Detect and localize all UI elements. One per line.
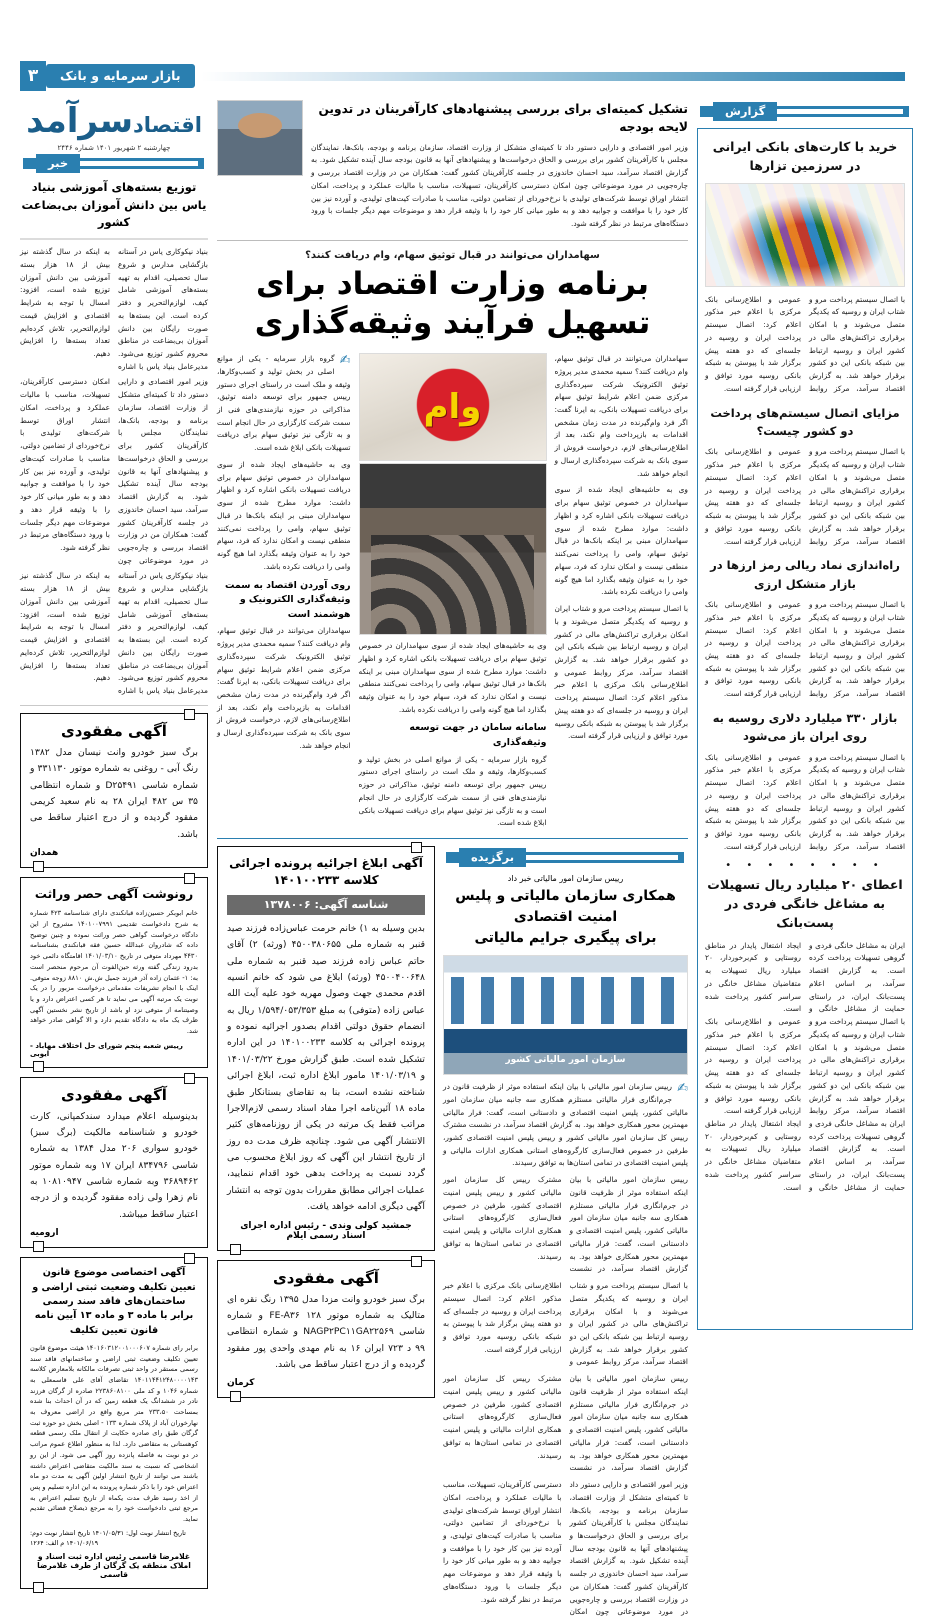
- ad-body: بدینوسیله اعلام میدارد سندکمپانی، کارت خودرو و شناسنامه مالکیت (برگ سبز) خودرو سواری ۲۰۶ مدل ۱۳۸۴ به شماره شاسی ۸۳۴۷۹۶ ایران ۱۷ وبه شماره موتور ۳۶۸۹۴۶۲ وبه شماره شاسی ۱۰۸۱۰۹۴۷ به نام زهرا ولی زاده مفقود گردیده و از درجه اعتبار ساقط میباشد.: [30, 1110, 199, 1220]
- ad-lost-nissan[interactable]: [20, 713, 208, 868]
- selected-eyebrow: رییس سازمان امور مالیاتی خبر داد: [507, 874, 624, 884]
- ad-title: رونوشت آگهی حصر وراثت: [34, 887, 194, 902]
- loan-banner-word: وام: [423, 387, 482, 428]
- masthead-logo: [20, 101, 208, 141]
- report-panel: [697, 128, 913, 1330]
- lead-right-text: گروه بازار سرمایه - یکی از موانع اصلی در بخش تولید و کسب‌وکارها، وثیقه و ملک است در راستای اجرای دستور رییس جمهور برای توسعه دامنه توثیق، مذاکراتی در حوزه نیازمندی‌های فنی از سمت شرکت کارگزاری در حال انجام است و به تازگی نیز توثیق سهام برای دریافت تسهیلات بانکی ابلاغ شده است.: [217, 354, 351, 453]
- loan-banner-photo: [359, 353, 547, 461]
- report-substory-body-3: ایران به مشاغل خانگی فردی و گروهی تسهیلات پرداخت کرده است. به گزارش اقتصاد سرآمد، بر اساس اعلام پست‌بانک ایران، در راستای حمایت از مشاغل خانگی و ایجاد اشتغال پایدار در مناطق روستایی و کم‌برخوردار، ۲۰ میلیارد ریال تسهیلات به متقاضیان مشاغل خانگی در سراسر کشور پرداخت شده است.: [705, 1119, 905, 1192]
- side-story-body: بنیاد نیکوکاری یاس در آستانه بازگشایی مدارس و شروع سال تحصیلی، اقدام به تهیه بسته‌های آموزشی شامل کیف، لوازم‌التحریر و دفتر کرده است. این بسته‌ها به صورت رایگان بین دانش آموزان بی‌بضاعت در مناطق محروم کشور توزیع می‌شود. مدیرعامل بنیاد یاس با اشاره به اینکه در سال گذشته نیز بیش از ۱۸ هزار بسته آموزشی بین دانش آموزان توزیع شده است، افزود: امسال با توجه به شرایط اقتصادی و افزایش قیمت لوازم‌التحریر، تلاش کرده‌ایم تعداد بسته‌ها را افزایش دهیم.: [20, 247, 208, 371]
- news-column: [20, 100, 208, 1580]
- ad-lost-mazda[interactable]: [217, 1260, 435, 1399]
- ad-body: خانم ابوبکر حسین‌زاده قبانکندی دارای شناسنامه ۴۲۳ شماره به شرح دادخواست تقدیمی ۱۴۰۱۰۰۷۹۹۱ مشروح از این دادگاه درخواست گواهی حصر وراثت نموده و چنین توضیح داده که شادروان عبدالله حسین فقه قبانکندی بشناسنامه ۴۴۳۰ مهرداد متوفی در تاریخ ۱۴۰۱/۰۳/۱۰ اقامتگاه دائمی خود بدرود زندگی گفته ورثه حین‌الفوت آن مرحوم منحصر است به: ۱- عثمان زاده آذر فرزند جمیل ش.ش ۸۸۱۰ زوجه متوفی. اینک با انجام تشریفات مقدماتی درخواست مزبور را در یک نوبت یک مرتبه آگهی می نماید تا هر کسی اعتراض دارد و یا وصیتنامه از متوفی نزد او باشد از تاریخ نشر نخستین آگهی ظرف یک ماه به دادگاه تقدیم دارد و الا گواهی صادر خواهد شد.: [30, 909, 199, 1035]
- side-story-body-3: بنیاد نیکوکاری یاس در آستانه بازگشایی مدارس و شروع سال تحصیلی، اقدام به تهیه بسته‌های آموزشی شامل کیف، لوازم‌التحریر و دفتر کرده است. این بسته‌ها به صورت رایگان بین دانش آموزان بی‌بضاعت در مناطق محروم کشور توزیع می‌شود. مدیرعامل بنیاد یاس با اشاره به اینکه در سال گذشته نیز بیش از ۱۸ هزار بسته آموزشی بین دانش آموزان توزیع شده است، افزود: امسال با توجه به شرایط اقتصادی و افزایش قیمت لوازم‌التحریر، تلاش کرده‌ایم تعداد بسته‌ها را افزایش دهیم.: [20, 571, 208, 696]
- lead-column-right: [217, 353, 351, 830]
- section-label-news: خبر: [36, 154, 80, 173]
- byline-mark-icon: ✍: [339, 353, 351, 369]
- ad-title: آگهی ابلاغ اجرائیه پرونده اجرائی کلاسه ۱۴۰۱۰۰۲۳۳: [229, 856, 423, 888]
- lead-left-text-2: وی به حاشیه‌های ایجاد شده از سوی سهامداران در خصوص توثیق سهام برای دریافت تسهیلات بانکی اشاره کرد و اظهار داشت: موارد مطرح شده از سوی سهامداران مبنی بر اینکه بانک‌ها در قبال توثیق سهام، وامی را پرداخت نمی‌کنند منطقی نیست و امکان ندارد که فرد، سهام خود را به عنوان وثیقه بگذارد اما هیچ گونه وامی را دریافت نکرده باشد.: [554, 485, 688, 597]
- side-story-body-2: وزیر امور اقتصادی و دارایی دستور داد تا کمیته‌ای متشکل از وزارت اقتصاد، سازمان برنامه و بودجه، بانک‌ها، نمایندگان مجلس با کارآفرینان کشور برای بررسی و الحاق درخواست‌ها و پیشنهادهای آنها به قانون بودجه سال آینده تشکیل شود. به گزارش اقتصاد سرآمد، سید احسان خاندوزی در جلسه کارآفرینان کشور گفت: همکاران من در وزارت اقتصاد بررسی و چاره‌جویی در مورد موضوعاتی چون امکان دسترسی کارآفرینان، تسهیلات، مناسب با مالیات عملکرد و پرداخت، امکان انتشار اوراق توسط شرکت‌های تولیدی با نرخ‌خوردای از تضامین دولتی، مناسب با صادرات کیت‌های تولیدی، و آورده نیز بین کار خود را با موافقت و جوابیه دهد و به طور میانی کار خود را با وثیقه قرار دهد و موضوعات مهم دیگر جلسات با ورود دستگاه‌های مرتبط در نظر گرفته شود.: [20, 377, 208, 565]
- ad-body: برگ سبز خودرو وانت نیسان مدل ۱۳۸۲ رنگ آبی - روغنی به شماره موتور ۳۳۱۱۳۰ و شماره شاسی D۲۵۴۹۱ و شماره انتظامی ۳۵ س ۴۸۲ ایران ۲۸ به نام سعید کریمی مفقود گردیده و از درج اعتبار ساقط می باشد.: [30, 746, 198, 840]
- ad-signature: کرمان: [227, 1378, 255, 1389]
- top-story-body: وزیر امور اقتصادی و دارایی دستور داد تا کمیته‌ای متشکل از وزارت اقتصاد، سازمان برنامه و بودجه، بانک‌ها، نمایندگان مجلس با کارآفرینان کشور برای بررسی و الحاق درخواست‌ها و پیشنهادهای آنها به قانون بودجه سال آینده تشکیل شود. به گزارش اقتصاد سرآمد، سید احسان خاندوزی در جلسه کارآفرینان کشور گفت: همکاران من در وزارت اقتصاد بررسی و چاره‌جویی در مورد موضوعاتی چون امکان دسترسی کارآفرینان، تسهیلات، مناسب با مالیات عملکرد و پرداخت، امکان انتشار اوراق توسط شرکت‌های تولیدی با نرخ‌خوردای از تضامین دولتی، مناسب با صادرات کیت‌های تولیدی، و آورده نیز بین کار خود را با موافقت و جوابیه دهد و به طور میانی کار خود را با وثیقه قرار دهد و موضوعات مهم دیگر جلسات با ورود دستگاه‌های مرتبط در نظر گرفته شود.: [311, 142, 688, 228]
- report-body-2: با اتصال سیستم پرداخت مرو و شتاب ایران و روسیه که یکدیگر متصل می‌شوند و با امکان برقراری تراکنش‌های مالی در کشور ایران و روسیه ارتباط بین شبکه بانکی این دو کشور برقرار خواهد شد. به گزارش اقتصاد سرآمد، مرکز روابط عمومی و اطلاع‌رسانی بانک مرکزی با اعلام خبر مذکور اعلام کرد: اتصال سیستم پرداخت ایران و روسیه در جلسه‌ای که دو هفته پیش برگزار شد با پیوستن به شبکه بانکی روسیه مورد توافق و ارزیابی قرار گرفته است.: [705, 447, 905, 546]
- ad-body: برابر رای شماره ۱۴۰۱۶۰۳۱۲۰۰۱۰۰۰۶۰۷ هیئت موضوع قانون تعیین تکلیف وضعیت ثبتی اراضی و ساختمانهای فاقد سند رسمی مستقر در واحد ثبتی تصرفات مالکانه بلامعارض کلاسه ۱۴۰۱۱۴۴۱۲۴۸۰۰۰۰۱۴۳ تقاضای آقای علی قاسمعلی به شماره ۱۰۴۶ و کد ملی ۲۲۳۸۶۰۸۱۰۰ صادره از گرگان فرزند نادر در ششدانگ یک قطعه زمین که در آن احداث بنا شده بمساحت ۲۳۳،۵۰ متر مربع واقع در اراضی معروف به نهارخوران آباد از پلاک شماره ۱۳۳ - اصلی بخش دو حوزه ثبت گرگان طبق رای صادره حکایت از انتقال ملک رسمی قطعه کوهستانی به متقاضی دارد. لذا به منظور اطلاع عموم مراتب در دو نوبت به فاصله پانزده روز آگهی می شود. از این رو اشخاصی که نسبت به سند مالکیت متقاضی اعتراض داشته باشند می توانند از تاریخ انتشار اولین آگهی به مدت دو ماه اعتراض خود را با ذکر شماره پرونده به این اداره تسلیم و پس از اخذ رسید ظرف مدت یکماه از تاریخ تسلیم اعتراض به مرجع ثبتی دادخواست خود را به مرجع ذیصلاح قضائی تقدیم نماید.: [30, 1344, 199, 1523]
- headline-subheading-0: روی آوردن اقتصاد به سمت وثیقه‌گذاری الکترونیک و هوشمند است: [224, 579, 351, 620]
- ad-land-registration[interactable]: [20, 1257, 208, 1589]
- charity-backpacks-photo: [20, 238, 208, 240]
- masthead-dateline: چهارشنبه ۲ شهریور ۱۴۰۱ شماره ۲۴۴۶: [57, 143, 171, 152]
- page-masthead-bar: [20, 52, 913, 100]
- page-number: ۳: [20, 61, 46, 91]
- selected-title-line1: همکاری سازمان مالیاتی و پلیس امنیت اقتصادی: [455, 888, 676, 926]
- rule-left-cap: [20, 158, 36, 169]
- mid-divider: [217, 838, 688, 839]
- report-subheading-0: مزایای اتصال سیستم‌های پرداخت دو کشور چیست؟: [710, 405, 900, 439]
- rule-extension: [526, 852, 684, 863]
- masthead-logo-prefix: اقتصاد: [133, 113, 202, 137]
- ad-signature: رییس شعبه پنجم شورای حل اختلاف مهاباد - ایوبی: [30, 1041, 183, 1058]
- dot-divider: • • • • • • • •: [725, 859, 885, 871]
- tax-administration-building-photo: [443, 955, 688, 1075]
- rule-extension: [777, 106, 909, 117]
- ad-code: شناسه آگهی: ۱۳۷۸۰۰۶: [227, 895, 425, 915]
- lead-right-text-3: سهامداران می‌توانند در قبال توثیق سهام، وام دریافت کنند؟ سمیه محمدی مدیر پروژه توثیق الکترونیک شرکت سپرده‌گذاری مرکزی ضمن اعلام شرایط توثیق سهام برای دریافت تسهیلات بانکی، به ایرنا گفت: اگر فرد وام‌گیرنده در مدت زمان مشخص اقدامات به بازپرداخت وام نکند، بعد از اطلاع‌رسانی‌های لازم، درخواست فروش از سوی بانک به شرکت سپرده‌گذاری ارسال و انجام خواهد شد.: [217, 626, 351, 750]
- rule-left-cap: [697, 106, 713, 117]
- ad-inheritance[interactable]: [20, 877, 208, 1067]
- selected-body: رییس سازمان امور مالیاتی با بیان اینکه استفاده موثر از ظرفیت قانون در جرم‌انگاری فرار مالیاتی مستلزم همکاری سه جانبه میان سازمان امور مالیاتی کشور، پلیس امنیت اقتصادی و دادستانی است، گفت: فرار مالیاتی مهمترین محور همکاری خواهد بود. به گزارش اقتصاد سرآمد، در نشست مشترک رییس کل سازمان امور مالیاتی کشور و رییس پلیس امنیت اقتصادی کشور، طرفین در خصوص فعال‌سازی کارگروه‌های استانی همکاری ادارات مالیاتی و پلیس امنیت اقتصادی در تمامی استان‌ها به توافق رسیدند.: [443, 1082, 688, 1168]
- page-section-label: بازار سرمایه و بانک: [46, 64, 195, 88]
- masthead-logo-main: سرآمد: [26, 101, 134, 141]
- selected-column: [443, 846, 688, 1619]
- report-column: [697, 100, 913, 1330]
- building-photo-caption: سازمان امور مالیاتی کشور: [505, 1054, 626, 1065]
- photo-column-text-2: گروه بازار سرمایه - یکی از موانع اصلی در بخش تولید و کسب‌وکارها، وثیقه و ملک است در راستای اجرای دستور رییس جمهور برای توسعه دامنه توثیق، مذاکراتی در حوزه نیازمندی‌های فنی از سمت شرکت کارگزاری در حال انجام است و به تازگی نیز توثیق سهام برای دریافت تسهیلات بانکی ابلاغ شده است.: [358, 754, 547, 828]
- report-body-3: با اتصال سیستم پرداخت مرو و شتاب ایران و روسیه که یکدیگر متصل می‌شوند و با امکان برقراری تراکنش‌های مالی در کشور ایران و روسیه ارتباط بین شبکه بانکی این دو کشور برقرار خواهد شد. به گزارش اقتصاد سرآمد، مرکز روابط عمومی و اطلاع‌رسانی بانک مرکزی با اعلام خبر مذکور اعلام کرد: اتصال سیستم پرداخت ایران و روسیه در جلسه‌ای که دو هفته پیش برگزار شد با پیوستن به شبکه بانکی روسیه مورد توافق و ارزیابی قرار گرفته است.: [705, 600, 905, 699]
- lead-column-left: [555, 353, 689, 830]
- report-body: با اتصال سیستم پرداخت مرو و شتاب ایران و روسیه که یکدیگر متصل می‌شوند و با امکان برقراری تراکنش‌های مالی در کشور ایران و روسیه ارتباط بین شبکه بانکی این دو کشور برقرار خواهد شد. به گزارش اقتصاد سرآمد، مرکز روابط عمومی و اطلاع‌رسانی بانک مرکزی با اعلام خبر مذکور اعلام کرد: اتصال سیستم پرداخت ایران و روسیه در جلسه‌ای که دو هفته پیش برگزار شد با پیوستن به شبکه بانکی روسیه مورد توافق و ارزیابی قرار گرفته است.: [705, 294, 905, 393]
- side-story-title: توزیع بسته‌های آموزشی بنیاد یاس بین دانش آموزان بی‌بضاعت کشور: [21, 179, 207, 230]
- headline-kicker: سهامداران می‌توانند در قبال توثیق سهام، وام دریافت کنند؟: [305, 249, 600, 261]
- header-rule: [201, 72, 905, 81]
- newspaper-masthead: [20, 100, 208, 154]
- stock-exchange-trading-floor-photo: [359, 463, 547, 635]
- rule-extension: [80, 158, 204, 169]
- rule-left-cap: [443, 852, 459, 863]
- selected-title-line2: برای پیگیری جرایم مالیاتی: [474, 930, 657, 947]
- photo-column-text: وی به حاشیه‌های ایجاد شده از سوی سهامداران در خصوص توثیق سهام برای دریافت تسهیلات بانکی اشاره کرد و اظهار داشت: موارد مطرح شده از سوی سهامداران مبنی بر اینکه بانک‌ها در قبال توثیق سهام، وامی را پرداخت نمی‌کنند منطقی نیست و امکان ندارد که فرد، سهام خود را به عنوان وثیقه بگذارد اما هیچ گونه وامی را دریافت نکرده باشد.: [358, 641, 547, 714]
- lead-right-text-2: وی به حاشیه‌های ایجاد شده از سوی سهامداران در خصوص توثیق سهام برای دریافت تسهیلات بانکی اشاره کرد و اظهار داشت: موارد مطرح شده از سوی سهامداران مبنی بر اینکه بانک‌ها در قبال توثیق سهام، وامی را پرداخت نمی‌کنند منطقی نیست و امکان ندارد که فرد، سهام خود را به عنوان وثیقه بگذارد اما هیچ گونه وامی را دریافت نکرده باشد.: [217, 459, 351, 571]
- section-header-news: [20, 154, 208, 173]
- report-body-4: با اتصال سیستم پرداخت مرو و شتاب ایران و روسیه که یکدیگر متصل می‌شوند و با امکان برقراری تراکنش‌های مالی در کشور ایران و روسیه ارتباط بین شبکه بانکی این دو کشور برقرار خواهد شد. به گزارش اقتصاد سرآمد، مرکز روابط عمومی و اطلاع‌رسانی بانک مرکزی با اعلام خبر مذکور اعلام کرد: اتصال سیستم پرداخت ایران و روسیه در جلسه‌ای که دو هفته پیش برگزار شد با پیوستن به شبکه بانکی روسیه مورد توافق و ارزیابی قرار گرفته است.: [705, 752, 905, 851]
- section-header-selected: [443, 846, 688, 868]
- section-label-report: گزارش: [713, 102, 777, 121]
- lower-grid: [217, 846, 688, 1619]
- ad-body: بدین وسیله به ۱) خانم حرمت عباس‌زاده فرزند صید قنبر به شماره ملی ۴۵۰۰۳۸۰۶۵۵ (ورثه) ۲) آقای حاتم عباس زاده فرزند صید قنبر به شماره ملی ۴۵۰۰۴۰۰۶۴۸ (ورثه) ابلاغ می شود که خانم انسیه اقدم محمدی جهت وصول مهریه خود علیه آیت الله عباس زاده (متوفی) به مبلغ ۱/۵۹۴/۰۵۳/۳۵۳ ریال به انضمام حقوق دولتی اقدام بصدور اجرائیه نموده و پرونده اجرائی به کلاسه ۱۴۰۱۰۰۲۳۳ در این اداره تشکیل شده است. طبق گزارش مورخ ۱۴۰۱/۰۳/۲۲ و ۱۴۰۱/۰۳/۱۹ مامور ابلاغ اداره ثبت، ابلاغ اجرائی شناخته نشده است، بنا به تقاضای بستانکار طبق ماده ۱۸ آئین‌نامه اجرا مفاد اسناد رسمی لازم‌الاجرا مراتب فقط یک مرتبه در یکی از روزنامه‌های کثیر الانتشار آگهی می شود. چنانچه ظرف مدت ده روز از تاریخ انتشار این آگهی که روز ابلاغ محسوب می گردد نسبت به پرداخت بدهی خود اقدام ننمایید، عملیات اجرائی مطابق مقررات بدون توجه به انتشار آگهی دیگری ادامه خواهد یافت.: [227, 922, 426, 1213]
- main-column: [217, 100, 688, 1617]
- selected-body-3: با اتصال سیستم پرداخت مرو و شتاب ایران و روسیه که یکدیگر متصل می‌شوند و با امکان برقراری تراکنش‌های مالی در کشور ایران و روسیه ارتباط بین شبکه بانکی این دو کشور برقرار خواهد شد. به گزارش اقتصاد سرآمد، مرکز روابط عمومی و اطلاع‌رسانی بانک مرکزی با اعلام خبر مذکور اعلام کرد: اتصال سیستم پرداخت ایران و روسیه در جلسه‌ای که دو هفته پیش برگزار شد با پیوستن به شبکه بانکی روسیه مورد توافق و ارزیابی قرار گرفته است.: [443, 1281, 688, 1367]
- ad-title: آگهی مفقودی: [273, 1268, 379, 1287]
- report-substory-title: اعطای ۲۰ میلیارد ریال تسهیلات به مشاغل خانگی فردی در پست‌بانک: [707, 876, 903, 931]
- report-subheading-1: راه‌اندازی نماد ریالی رمز ارزها در بازار متشکل ارزی: [710, 558, 900, 591]
- ad-title: آگهی اختصاصی موضوع قانون تعیین تکلیف وضعیت ثبتی اراضی و ساختمان‌های فاقد سند رسمی برابر با ماده ۳ و ماده ۱۳ آیین نامه قانون تعیین تکلیف: [32, 1267, 196, 1336]
- lead-photo-column: [359, 353, 547, 830]
- ad-body: برگ سبز خودرو وانت مزدا مدل ۱۳۹۵ رنگ نقره ای متالیک به شماره موتور ۱۲۸ FE-A۳۶ و شماره شاسی NAGP۲PC۱۱GA۲۲۵۶۹ و شماره انتظامی ۹۹ د ۷۲۳ ایران ۱۶ به نام مهدی واحدی پور مفقود گردیده و از درج اعتبار ساقط می باشد.: [227, 1293, 426, 1371]
- ad-signature: جمشید کولی وندی - رئیس اداره اجرای اسناد رسمی ایلام: [240, 1220, 412, 1241]
- selected-body-4: رییس سازمان امور مالیاتی با بیان اینکه استفاده موثر از ظرفیت قانون در جرم‌انگاری فرار مالیاتی مستلزم همکاری سه جانبه میان سازمان امور مالیاتی کشور، پلیس امنیت اقتصادی و دادستانی است، گفت: فرار مالیاتی مهمترین محور همکاری خواهد بود. به گزارش اقتصاد سرآمد، در نشست مشترک رییس کل سازمان امور مالیاتی کشور و رییس پلیس امنیت اقتصادی کشور، طرفین در خصوص فعال‌سازی کارگروه‌های استانی همکاری ادارات مالیاتی و پلیس امنیت اقتصادی در تمامی استان‌ها به توافق رسیدند.: [443, 1374, 688, 1473]
- section-label-selected: برگزیده: [459, 848, 526, 867]
- ad-lost-peugeot[interactable]: [20, 1077, 208, 1249]
- report-substory-body: ایران به مشاغل خانگی فردی و گروهی تسهیلات پرداخت کرده است. به گزارش اقتصاد سرآمد، بر اساس اعلام پست‌بانک ایران، در راستای حمایت از مشاغل خانگی و ایجاد اشتغال پایدار در مناطق روستایی و کم‌برخوردار، ۲۰ میلیارد ریال تسهیلات به متقاضیان مشاغل خانگی در سراسر کشور پرداخت شده است.: [705, 940, 905, 1014]
- ad-title: آگهی مفقودی: [61, 1085, 167, 1104]
- divider: [20, 705, 208, 706]
- byline-mark-icon: ✍: [677, 1081, 688, 1097]
- selected-body-2: رییس سازمان امور مالیاتی با بیان اینکه استفاده موثر از ظرفیت قانون در جرم‌انگاری فرار مالیاتی مستلزم همکاری سه جانبه میان سازمان امور مالیاتی کشور، پلیس امنیت اقتصادی و دادستانی است، گفت: فرار مالیاتی مهمترین محور همکاری خواهد بود. به گزارش اقتصاد سرآمد، در نشست مشترک رییس کل سازمان امور مالیاتی کشور و رییس پلیس امنیت اقتصادی کشور، طرفین در خصوص فعال‌سازی کارگروه‌های استانی همکاری ادارات مالیاتی و پلیس امنیت اقتصادی در تمامی استان‌ها به توافق رسیدند.: [443, 1175, 688, 1274]
- minister-portrait-photo: [217, 100, 303, 176]
- lead-left-text-3: با اتصال سیستم پرداخت مرو و شتاب ایران و روسیه که یکدیگر متصل می‌شوند و با امکان برقراری تراکنش‌های مالی در کشور ایران و روسیه ارتباط بین شبکه بانکی این دو کشور برقرار خواهد شد. به گزارش اقتصاد سرآمد، مرکز روابط عمومی و اطلاع‌رسانی بانک مرکزی با اعلام خبر مذکور اعلام کرد: اتصال سیستم پرداخت ایران و روسیه در جلسه‌ای که دو هفته پیش برگزار شد با پیوستن به شبکه بانکی روسیه مورد توافق و ارزیابی قرار گرفته است.: [554, 604, 688, 741]
- selected-body-5: وزیر امور اقتصادی و دارایی دستور داد تا کمیته‌ای متشکل از وزارت اقتصاد، سازمان برنامه و بودجه، بانک‌ها، نمایندگان مجلس با کارآفرینان کشور برای بررسی و الحاق درخواست‌ها و پیشنهادهای آنها به قانون بودجه سال آینده تشکیل شود. به گزارش اقتصاد سرآمد، سید احسان خاندوزی در جلسه کارآفرینان کشور گفت: همکاران من در وزارت اقتصاد بررسی و چاره‌جویی در مورد موضوعاتی چون امکان دسترسی کارآفرینان، تسهیلات، مناسب با مالیات عملکرد و پرداخت، امکان انتشار اوراق توسط شرکت‌های تولیدی با نرخ‌خوردای از تضامین دولتی، مناسب با صادرات کیت‌های تولیدی، و آورده نیز بین کار خود را با موافقت و جوابیه دهد و به طور میانی کار خود را با وثیقه قرار دهد و موضوعات مهم دیگر جلسات با ورود دستگاه‌های مرتبط در نظر گرفته شود.: [443, 1480, 688, 1617]
- top-story: [217, 100, 688, 241]
- report-subheading-2: بازار ۳۳۰ میلیارد دلاری روسیه به روی ایران باز می‌شود: [712, 710, 898, 744]
- section-header-report: [697, 100, 913, 122]
- ad-signature: ارومیه: [30, 1228, 59, 1239]
- main-headline: برنامه وزارت اقتصاد برای تسهیل فرآیند وثیقه‌گذاری: [254, 265, 651, 342]
- lead-row: [217, 353, 688, 830]
- ad-publication-dates: تاریخ انتشار نوبت اول: ۱۴۰۱/۰۵/۳۱ تاریخ انتشار نوبت دوم: ۱۴۰۱/۰۶/۱۹ م الف: ۱۲۶۴: [30, 1528, 186, 1547]
- ad-title: آگهی مفقودی: [61, 721, 167, 740]
- report-substory-body-2: با اتصال سیستم پرداخت مرو و شتاب ایران و روسیه که یکدیگر متصل می‌شوند و با امکان برقراری تراکنش‌های مالی در کشور ایران و روسیه ارتباط بین شبکه بانکی این دو کشور برقرار خواهد شد. به گزارش اقتصاد سرآمد، مرکز روابط عمومی و اطلاع‌رسانی بانک مرکزی با اعلام خبر مذکور اعلام کرد: اتصال سیستم پرداخت ایران و روسیه در جلسه‌ای که دو هفته پیش برگزار شد با پیوستن به شبکه بانکی روسیه مورد توافق و ارزیابی قرار گرفته است.: [705, 1017, 905, 1116]
- ad-column-executive: [217, 846, 435, 1619]
- ad-executive-file[interactable]: [217, 846, 435, 1251]
- ad-signature: همدان: [30, 848, 59, 859]
- headline-subheading-1: سامانه سامان در جهت توسعه وثیقه‌گذاری: [409, 722, 547, 749]
- ad-signature: غلامرضا قاسمی رئیس اداره ثبت اسناد و املاک منطقه یک گرگان از طرف غلامرضا قاسمی: [37, 1552, 191, 1580]
- lead-left-text: سهامداران می‌توانند در قبال توثیق سهام، وام دریافت کنند؟ سمیه محمدی مدیر پروژه توثیق الکترونیک شرکت سپرده‌گذاری مرکزی ضمن اعلام شرایط توثیق سهام برای دریافت تسهیلات بانکی، به ایرنا گفت: اگر فرد وام‌گیرنده در مدت زمان مشخص اقدامات به بازپرداخت وام نکند، بعد از اطلاع‌رسانی‌های لازم، درخواست فروش از سوی بانک به شرکت سپرده‌گذاری ارسال و انجام خواهد شد.: [554, 354, 688, 478]
- top-story-title: تشکیل کمیته‌ای برای بررسی پیشنهادهای کارآفرینان در تدوین لایحه بودجه: [318, 102, 688, 135]
- report-title: خرید با کارت‌های بانکی ایرانی در سرزمین تزارها: [712, 139, 898, 174]
- bank-cards-fan-photo: [705, 183, 905, 287]
- page-content: [20, 100, 913, 1617]
